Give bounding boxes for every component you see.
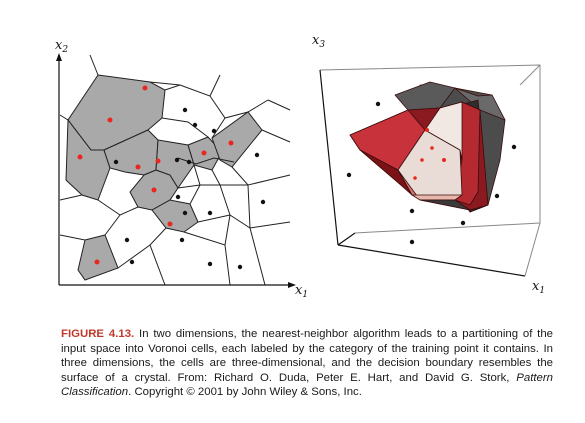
voronoi-edge [162, 118, 208, 137]
voronoi-edge [225, 245, 230, 285]
box-bottom-edge [338, 233, 355, 245]
black-point [183, 108, 187, 112]
crystal-boundary [350, 82, 505, 212]
left-y-axis-label: $x_2$ [55, 38, 69, 55]
red-point [152, 188, 157, 193]
red-point [78, 155, 83, 160]
right-x-axis-label: $x_1$ [532, 279, 546, 296]
voronoi-edge [230, 215, 290, 228]
voronoi-edge [150, 245, 165, 285]
voronoi-edge [198, 185, 230, 222]
box-back-edge [520, 65, 540, 85]
red-point [108, 118, 113, 123]
red-point [202, 151, 207, 156]
box-right-edge [525, 223, 540, 276]
voronoi-diagram [55, 38, 308, 300]
voronoi-edge [232, 167, 290, 185]
red-point [156, 159, 161, 164]
red-point [413, 176, 417, 180]
black-point [130, 260, 134, 264]
caption-copyright: . Copyright © 2001 by John Wiley & Sons, Inc. [128, 386, 362, 399]
voronoi-edge [98, 200, 120, 215]
voronoi-edge [262, 130, 290, 142]
red-point [430, 146, 434, 150]
figure-label: FIGURE 4.13. [61, 328, 135, 340]
black-point [175, 158, 179, 162]
voronoi-edge [60, 235, 85, 240]
red-point [442, 158, 446, 162]
voronoi-edge [150, 82, 268, 118]
voronoi-edge [178, 185, 200, 188]
voronoi-edge [118, 228, 166, 268]
left-x-axis-label: $x_1$ [295, 283, 309, 300]
red-point [420, 158, 424, 162]
voronoi-edge [165, 85, 180, 90]
voronoi-cell-gray [78, 235, 118, 280]
black-point [208, 211, 212, 215]
red-point [143, 86, 148, 91]
black-point [208, 262, 212, 266]
z-axis-label: $x_3$ [312, 33, 326, 50]
voronoi-edge [90, 55, 98, 75]
black-point [125, 238, 129, 242]
black-point [255, 153, 259, 157]
voronoi-edge [248, 185, 250, 228]
voronoi-edge [105, 207, 138, 235]
red-point [229, 141, 234, 146]
black-point [261, 200, 265, 204]
voronoi-edge [268, 100, 290, 110]
book-title: Pattern Classification [61, 371, 553, 399]
black-point [461, 221, 465, 225]
red-point [95, 260, 100, 265]
black-point [410, 209, 414, 213]
voronoi-edge [212, 170, 248, 185]
x-axis [338, 245, 525, 276]
red-point [136, 165, 141, 170]
caption-text: In two dimensions, the nearest-neighbor algorithm leads to a partitioning of the input space into Voronoi cells, each labeled by the category of the training point it contains. In three dimensions, the cells are three-dimensional, and the decision boundary resembles the surface of a crystal. From: Richard O. Duda, Peter E. Hart, and David G. Stork, [61, 328, 554, 384]
left-y-axis-arrow [56, 53, 62, 61]
voronoi-edge [210, 75, 220, 96]
black-point [187, 160, 191, 164]
black-point [238, 265, 242, 269]
black-point [114, 160, 118, 164]
crystal-3d-plot [312, 33, 545, 296]
voronoi-edge [60, 195, 82, 200]
voronoi-edge [60, 115, 68, 120]
voronoi-edge [250, 228, 265, 285]
black-point [180, 238, 184, 242]
voronoi-edge [190, 185, 200, 204]
black-point [183, 211, 187, 215]
box-bottom-edge [355, 223, 540, 233]
black-point [512, 145, 516, 149]
black-point [347, 173, 351, 177]
z-axis [320, 70, 338, 245]
black-point [376, 102, 380, 106]
red-point [425, 128, 429, 132]
black-point [212, 129, 216, 133]
red-point [168, 222, 173, 227]
black-point [410, 240, 414, 244]
figure-caption [61, 327, 553, 400]
black-point [176, 195, 180, 199]
black-point [495, 194, 499, 198]
black-point [193, 123, 197, 127]
